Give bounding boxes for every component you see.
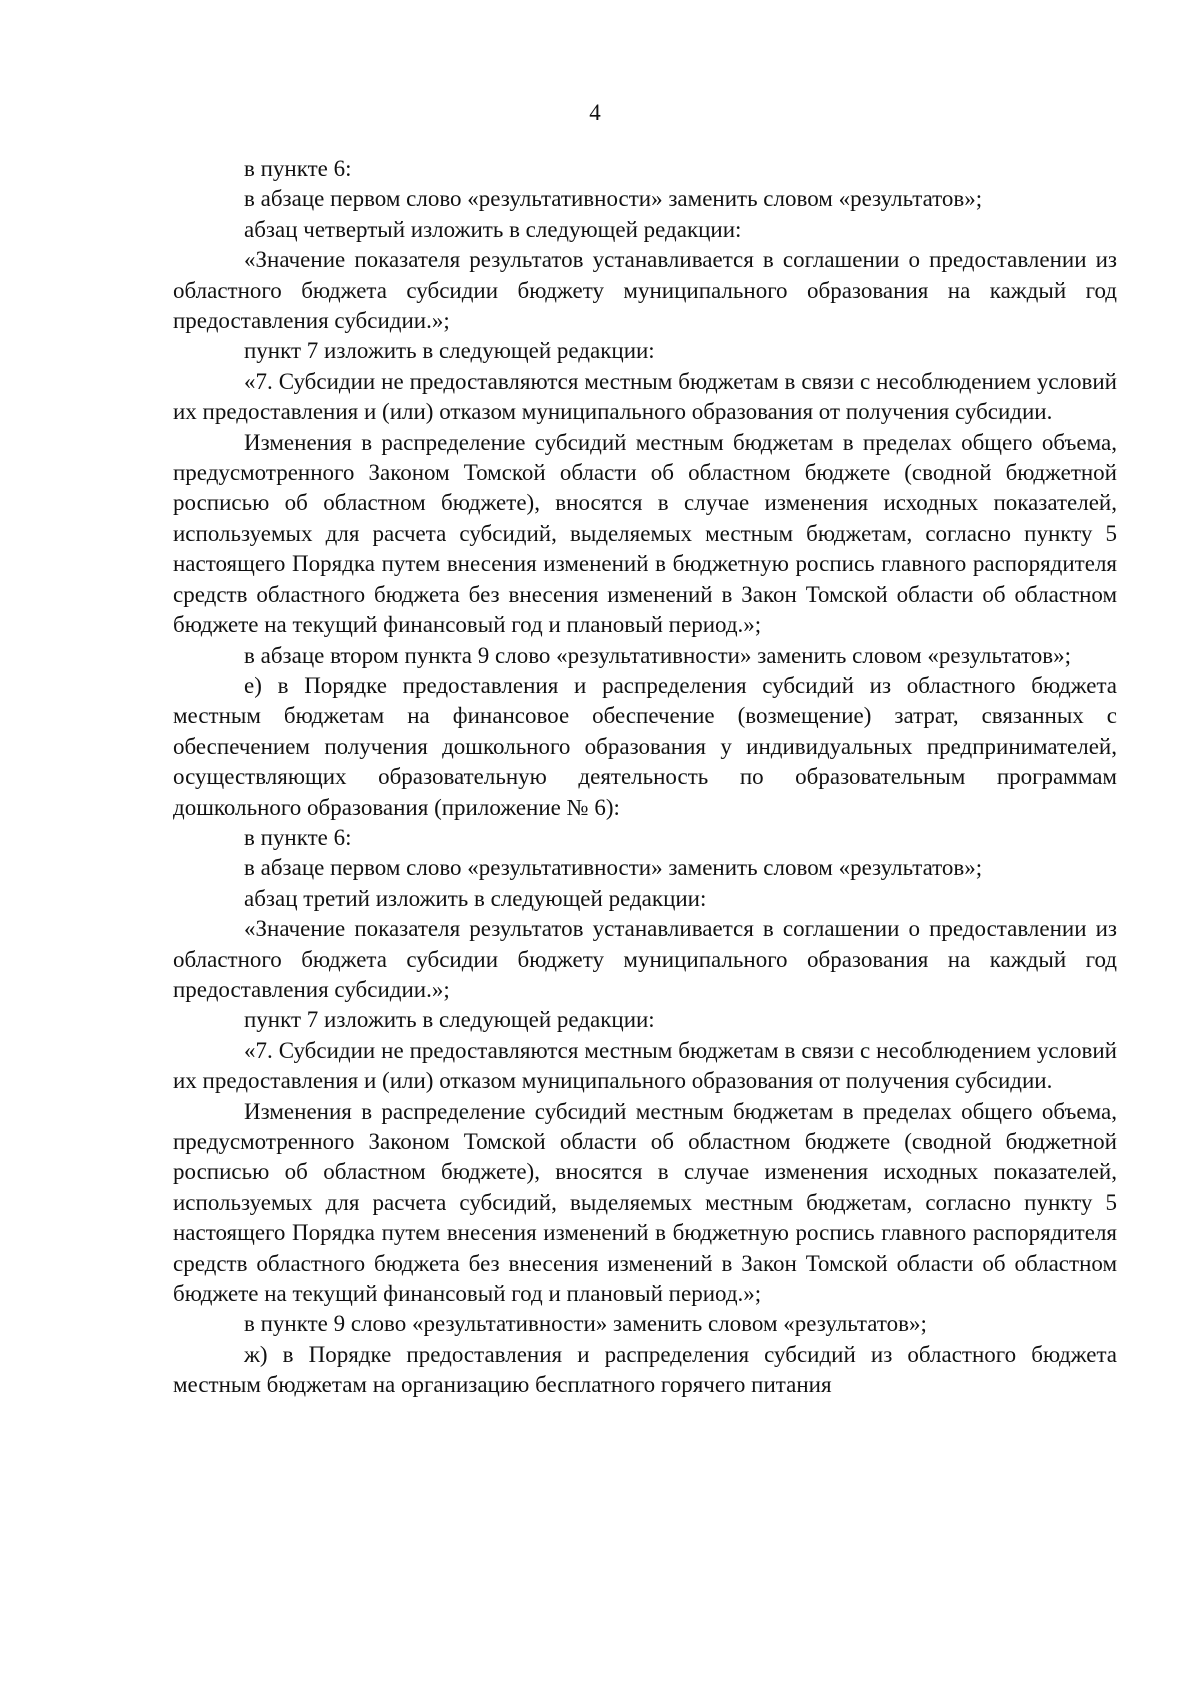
paragraph: Изменения в распределение субсидий местным бюджетам в пределах общего объема, предусмотренного Законом Томской области об областном бюджете (сводной бюджетной росписью об областном бюджете), вносятся в случае изменения исходных показателей, используемых для расчета субсидий, выделяемых местным бюджетам, согласно пункту 5 настоящего Порядка путем внесения изменений в бюджетную роспись главного распорядителя средств областного бюджета без внесения изменений в Закон Томской области об областном бюджете на текущий финансовый год и плановый период.»; bbox=[173, 429, 1117, 638]
page-number: 4 bbox=[589, 100, 601, 125]
paragraph: «7. Субсидии не предоставляются местным бюджетам в связи с несоблюдением условий их предоставления и (или) отказом муниципального образования от получения субсидии. bbox=[173, 368, 1117, 425]
paragraph: ж) в Порядке предоставления и распределения субсидий из областного бюджета местным бюджетам на организацию бесплатного горячего питания bbox=[173, 1341, 1117, 1398]
paragraph: Изменения в распределение субсидий местным бюджетам в пределах общего объема, предусмотренного Законом Томской области об областном бюджете (сводной бюджетной росписью об областном бюджете), вносятся в случае изменения исходных показателей, используемых для расчета субсидий, выделяемых местным бюджетам, согласно пункту 5 настоящего Порядка путем внесения изменений в бюджетную роспись главного распорядителя средств областного бюджета без внесения изменений в Закон Томской области об областном бюджете на текущий финансовый год и плановый период.»; bbox=[173, 1098, 1117, 1307]
paragraph: в абзаце первом слово «результативности» заменить словом «результатов»; bbox=[244, 855, 983, 881]
paragraph: в абзаце втором пункта 9 слово «результативности» заменить словом «результатов»; bbox=[244, 642, 1072, 668]
paragraph: абзац третий изложить в следующей редакции: bbox=[244, 885, 707, 911]
paragraph: в абзаце первом слово «результативности» заменить словом «результатов»; bbox=[244, 186, 983, 212]
paragraph: пункт 7 изложить в следующей редакции: bbox=[244, 1007, 655, 1033]
paragraph: в пункте 9 слово «результативности» заменить словом «результатов»; bbox=[244, 1311, 927, 1337]
paragraph: «7. Субсидии не предоставляются местным бюджетам в связи с несоблюдением условий их предоставления и (или) отказом муниципального образования от получения субсидии. bbox=[173, 1037, 1117, 1094]
paragraph: в пункте 6: bbox=[244, 156, 352, 181]
paragraph: пункт 7 изложить в следующей редакции: bbox=[244, 338, 655, 364]
paragraph: «Значение показателя результатов устанавливается в соглашении о предоставлении из областного бюджета субсидии бюджету муниципального образования на каждый год предоставления субсидии.»; bbox=[173, 916, 1117, 1002]
document-body bbox=[173, 154, 1117, 1401]
paragraph: абзац четвертый изложить в следующей редакции: bbox=[244, 216, 742, 242]
paragraph: «Значение показателя результатов устанавливается в соглашении о предоставлении из областного бюджета субсидии бюджету муниципального образования на каждый год предоставления субсидии.»; bbox=[173, 247, 1117, 334]
paragraph: е) в Порядке предоставления и распределения субсидий из областного бюджета местным бюджетам на финансовое обеспечение (возмещение) затрат, связанных с обеспечением получения дошкольного образования у индивидуальных предпринимателей, осуществляющих образовательную деятельность по образовательным программам дошкольного образования (приложение № 6): bbox=[173, 672, 1117, 820]
paragraph: в пункте 6: bbox=[244, 824, 352, 850]
